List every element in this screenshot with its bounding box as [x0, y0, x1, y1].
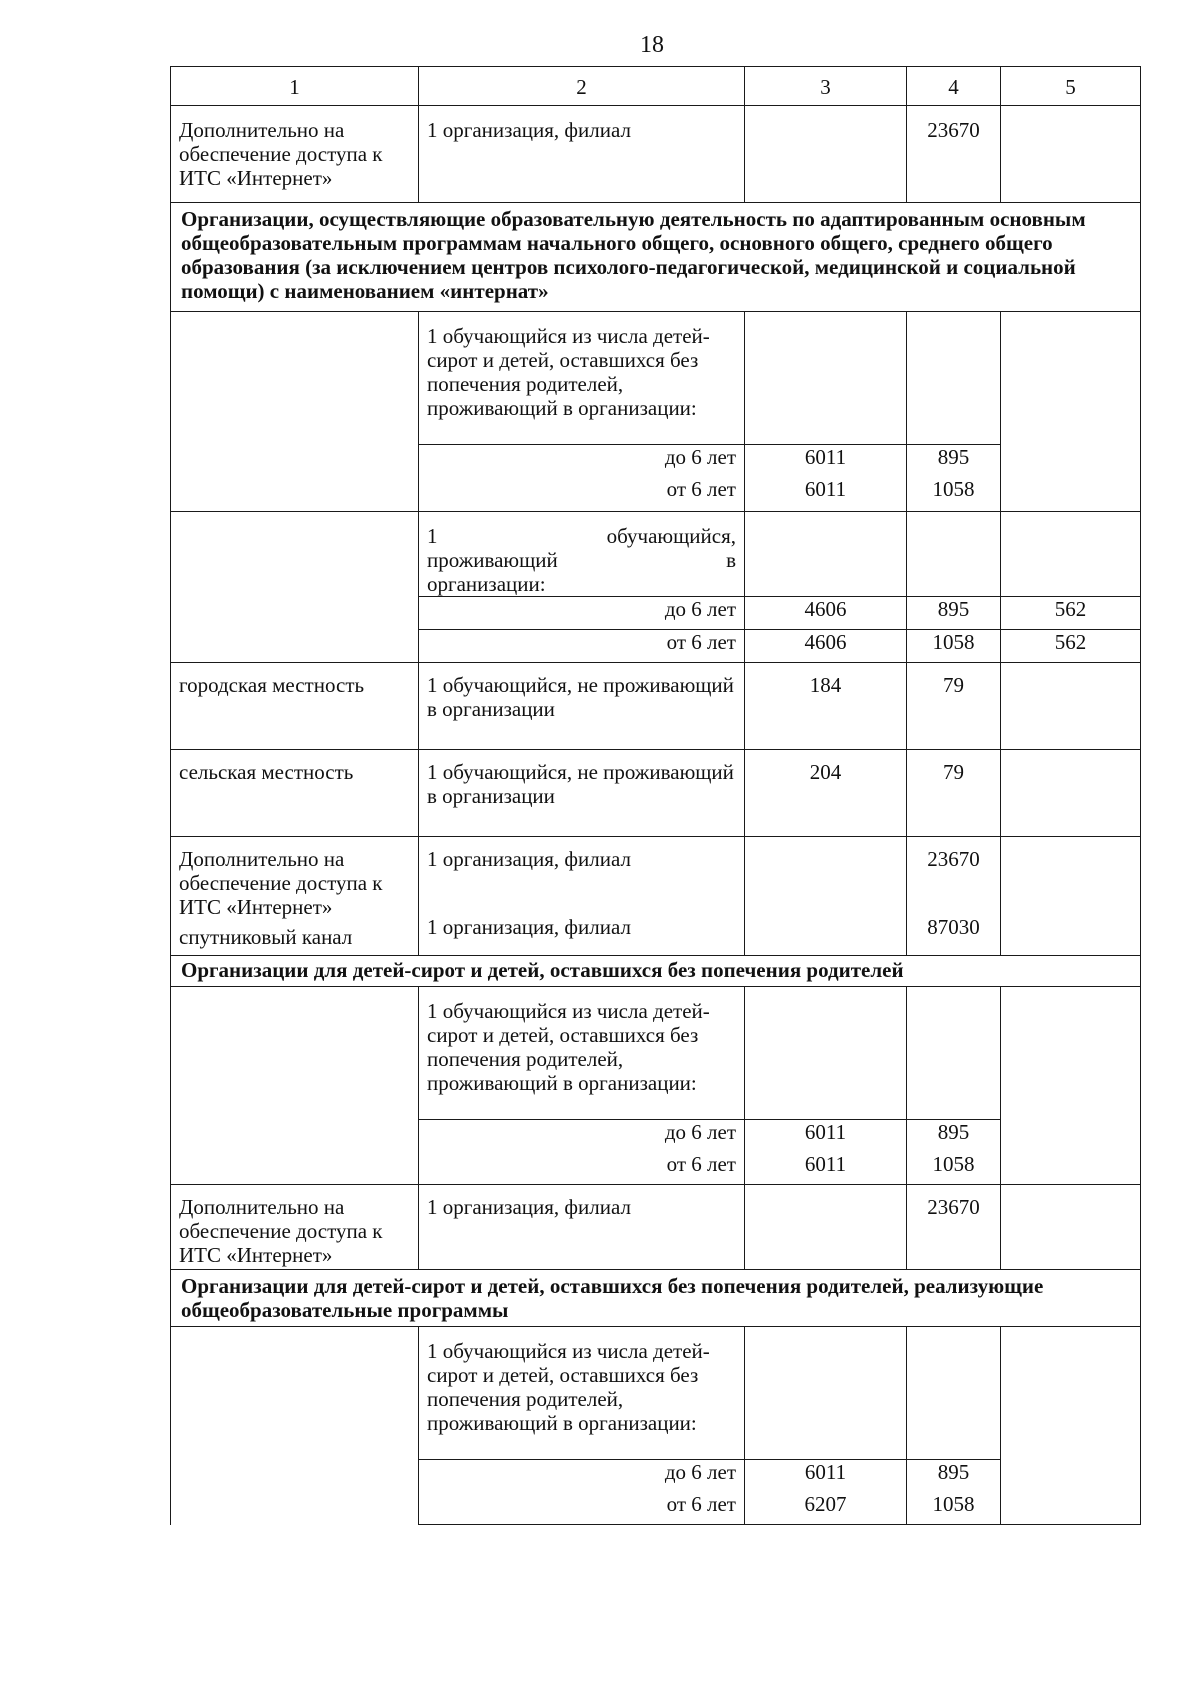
column-number: 1	[171, 67, 419, 106]
cell-value: 895	[907, 445, 1001, 478]
cell-value: 895	[907, 1120, 1001, 1153]
column-number: 4	[907, 67, 1001, 106]
row-unit: 1 обучающийся, не проживающий в организации	[419, 750, 745, 837]
cell-empty	[745, 1185, 907, 1270]
cell-value: 79	[907, 663, 1001, 750]
table-row	[171, 1185, 1141, 1270]
row-unit-text: 1 организация, филиал	[427, 847, 631, 871]
cell-value: 79	[907, 750, 1001, 837]
age-label: до 6 лет	[419, 445, 745, 478]
cell-value: 6011	[745, 1460, 907, 1493]
cell-empty	[1001, 837, 1141, 956]
page-number: 18	[640, 32, 664, 58]
cell-empty	[1001, 750, 1141, 837]
age-label: до 6 лет	[419, 597, 745, 630]
cell-value: 1058	[907, 1492, 1001, 1525]
cell-value: 6207	[745, 1492, 907, 1525]
row-label	[171, 837, 419, 956]
row-label	[171, 987, 419, 1185]
table-row	[171, 663, 1141, 750]
row-unit	[419, 837, 745, 956]
table-row	[171, 312, 1141, 445]
column-number-row	[171, 67, 1141, 106]
row-unit: 1 организация, филиал	[419, 106, 745, 203]
unit-word: 1	[427, 524, 438, 548]
column-number: 3	[745, 67, 907, 106]
cell-value: 23670	[907, 1185, 1001, 1270]
row-unit-text: 1 организация, филиал	[427, 915, 631, 939]
age-label: от 6 лет	[419, 630, 745, 663]
cell-value: 895	[907, 597, 1001, 630]
row-unit: 1 обучающийся, не проживающий в организации	[419, 663, 745, 750]
cell-empty	[745, 987, 907, 1120]
column-number: 2	[419, 67, 745, 106]
row-label: городская местность	[171, 663, 419, 750]
cell-value: 6011	[745, 445, 907, 478]
cell-empty	[907, 1327, 1001, 1460]
row-label-text: Дополнительно на обеспечение доступа к ИТС «Интернет»	[179, 847, 383, 919]
section-heading-row	[171, 956, 1141, 987]
row-label: Дополнительно на обеспечение доступа к ИТС «Интернет»	[171, 1185, 419, 1270]
row-unit	[419, 512, 745, 597]
norms-table	[170, 66, 1141, 1525]
unit-word: проживающий	[427, 548, 558, 572]
cell-empty	[1001, 1327, 1141, 1525]
cell-value: 4606	[745, 630, 907, 663]
cell-value: 562	[1001, 597, 1141, 630]
row-label	[171, 1327, 419, 1525]
table-row	[171, 512, 1141, 597]
row-unit: 1 обучающийся из числа детей-сирот и детей, оставшихся без попечения родителей, проживающий в организации:	[419, 987, 745, 1120]
section-heading-row	[171, 1270, 1141, 1327]
section-heading-row	[171, 203, 1141, 312]
table-row	[171, 750, 1141, 837]
cell-value: 895	[907, 1460, 1001, 1493]
cell-value: 1058	[907, 1152, 1001, 1185]
row-label: Дополнительно на обеспечение доступа к ИТС «Интернет»	[171, 106, 419, 203]
cell-value: 184	[745, 663, 907, 750]
cell-value: 87030	[927, 915, 980, 939]
cell-empty	[1001, 106, 1141, 203]
cell-empty	[907, 512, 1001, 597]
cell-empty	[1001, 312, 1141, 512]
row-unit: 1 обучающийся из числа детей-сирот и детей, оставшихся без попечения родителей, проживающий в организации:	[419, 1327, 745, 1460]
section-heading-boarding: Организации, осуществляющие образовательную деятельность по адаптированным основным общеобразовательным программам начального общего, основного общего, среднего общего образования (за исключением центров психолого-педагогической, медицинской и социальной помощи) с наименованием «интернат»	[171, 203, 1141, 312]
cell-value-group	[907, 837, 1001, 956]
cell-empty	[907, 312, 1001, 445]
cell-empty	[745, 837, 907, 956]
cell-value: 4606	[745, 597, 907, 630]
cell-empty	[745, 512, 907, 597]
cell-empty	[1001, 987, 1141, 1185]
row-unit: 1 организация, филиал	[419, 1185, 745, 1270]
row-unit: 1 обучающийся из числа детей-сирот и детей, оставшихся без попечения родителей, проживающий в организации:	[419, 312, 745, 445]
table-row	[171, 106, 1141, 203]
row-label: сельская местность	[171, 750, 419, 837]
age-label: до 6 лет	[419, 1460, 745, 1493]
age-label: до 6 лет	[419, 1120, 745, 1153]
cell-empty	[1001, 512, 1141, 597]
cell-empty	[1001, 1185, 1141, 1270]
age-label: от 6 лет	[419, 477, 745, 512]
section-heading-orphans: Организации для детей-сирот и детей, оставшихся без попечения родителей	[171, 956, 1141, 987]
cell-value: 562	[1001, 630, 1141, 663]
table-row	[171, 987, 1141, 1120]
cell-value: 1058	[907, 630, 1001, 663]
cell-value: 6011	[745, 1120, 907, 1153]
cell-value: 23670	[927, 847, 980, 871]
cell-value: 23670	[907, 106, 1001, 203]
cell-empty	[745, 312, 907, 445]
unit-word: в	[726, 548, 736, 572]
cell-value: 1058	[907, 477, 1001, 512]
column-number: 5	[1001, 67, 1141, 106]
age-label: от 6 лет	[419, 1492, 745, 1525]
section-heading-orphans-edu: Организации для детей-сирот и детей, оставшихся без попечения родителей, реализующие общеобразовательные программы	[171, 1270, 1141, 1327]
cell-value: 204	[745, 750, 907, 837]
cell-empty	[745, 1327, 907, 1460]
table-row	[171, 1327, 1141, 1460]
row-label-text: спутниковый канал	[179, 925, 353, 949]
unit-word: обучающийся,	[606, 524, 736, 548]
unit-word: организации:	[427, 572, 546, 596]
table-row	[171, 837, 1141, 956]
row-label	[171, 312, 419, 512]
cell-value: 6011	[745, 1152, 907, 1185]
cell-value: 6011	[745, 477, 907, 512]
cell-empty	[745, 106, 907, 203]
row-label	[171, 512, 419, 663]
cell-empty	[907, 987, 1001, 1120]
age-label: от 6 лет	[419, 1152, 745, 1185]
cell-empty	[1001, 663, 1141, 750]
